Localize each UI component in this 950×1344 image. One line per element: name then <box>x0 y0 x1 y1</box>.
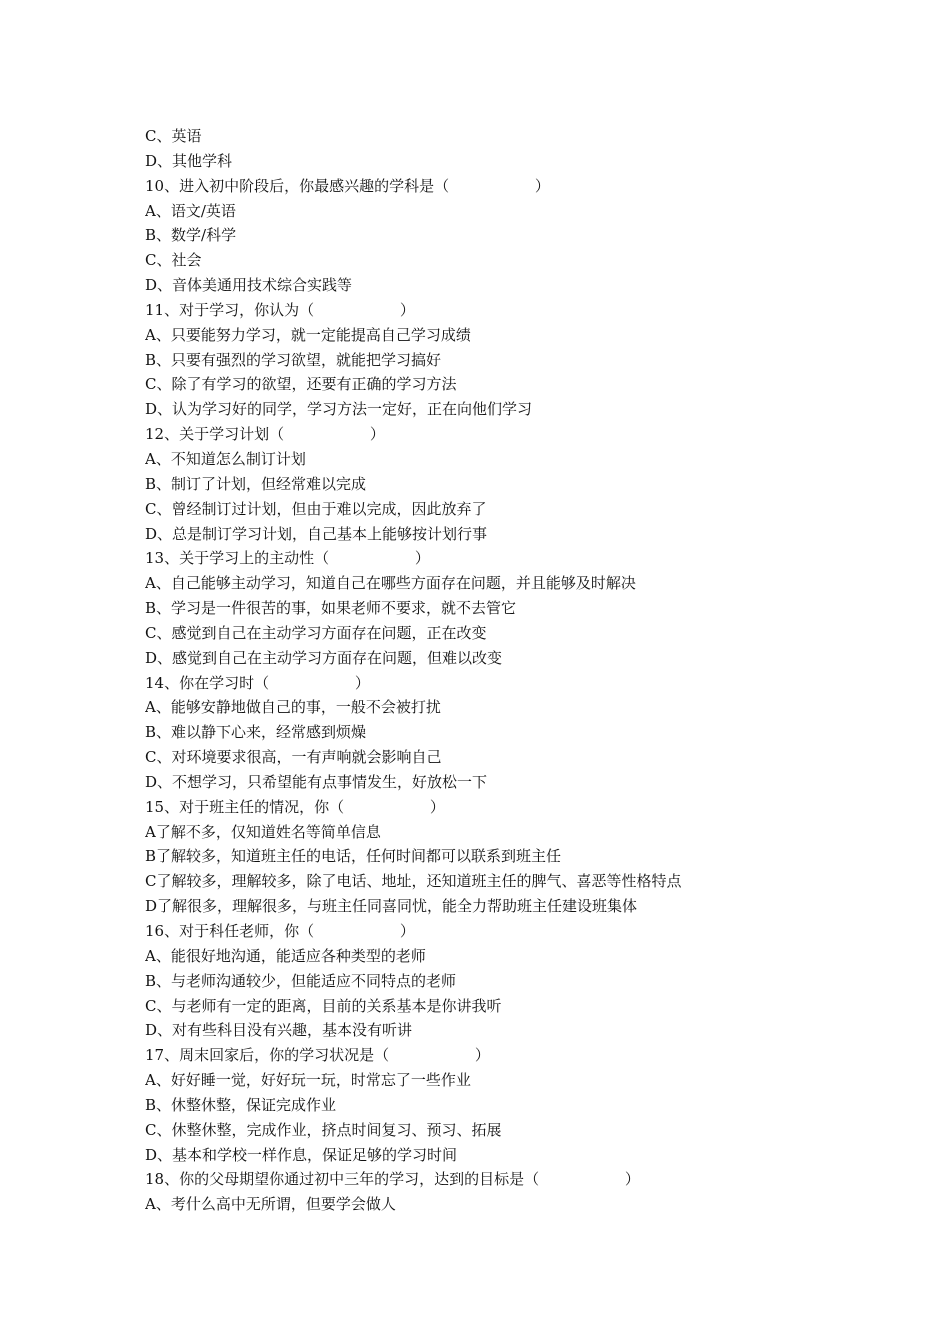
option-line: C、对环境要求很高，一有声响就会影响自己 <box>145 748 442 767</box>
option-line: C、感觉到自己在主动学习方面存在问题，正在改变 <box>145 623 487 642</box>
option-line: D、基本和学校一样作息，保证足够的学习时间 <box>145 1145 458 1164</box>
question-line: 17、周末回家后，你的学习状况是（ ） <box>145 1046 490 1065</box>
text-line: D、其他学科 <box>145 151 233 170</box>
option-line: A、不知道怎么制订计划 <box>145 449 306 468</box>
option-line: D、不想学习，只希望能有点事情发生，好放松一下 <box>145 772 488 791</box>
option-line: C了解较多，理解较多，除了电话、地址，还知道班主任的脾气、喜恶等性格特点 <box>145 872 682 891</box>
option-line: A、自己能够主动学习，知道自己在哪些方面存在问题，并且能够及时解决 <box>145 574 636 593</box>
option-line: C、除了有学习的欲望，还要有正确的学习方法 <box>145 375 457 394</box>
question-line: 18、你的父母期望你通过初中三年的学习，达到的目标是（ ） <box>145 1170 640 1189</box>
option-line: D、对有些科目没有兴趣，基本没有听讲 <box>145 1021 413 1040</box>
option-line: D、总是制订学习计划，自己基本上能够按计划行事 <box>145 524 488 543</box>
questionnaire-text <box>145 124 845 1217</box>
question-line: 15、对于班主任的情况，你（ ） <box>145 797 445 816</box>
option-line: B、学习是一件很苦的事，如果老师不要求，就不去管它 <box>145 599 517 618</box>
option-line: D、感觉到自己在主动学习方面存在问题，但难以改变 <box>145 648 503 667</box>
text-line: C、英语 <box>145 127 202 145</box>
question-line: 14、你在学习时（ ） <box>145 673 370 692</box>
option-line: A、语文/英语 <box>145 201 236 220</box>
option-line: A、只要能努力学习，就一定能提高自己学习成绩 <box>145 325 471 344</box>
option-line: C、休整休整，完成作业，挤点时间复习、预习、拓展 <box>145 1120 502 1139</box>
option-line: B、数学/科学 <box>145 226 237 245</box>
option-line: A、好好睡一觉，好好玩一玩，时常忘了一些作业 <box>145 1071 471 1090</box>
option-line: B、只要有强烈的学习欲望，就能把学习搞好 <box>145 350 442 369</box>
option-line: B了解较多，知道班主任的电话，任何时间都可以联系到班主任 <box>145 847 562 866</box>
option-line: B、制订了计划，但经常难以完成 <box>145 474 367 493</box>
option-line: B、难以静下心来，经常感到烦燥 <box>145 723 367 742</box>
question-line: 10、进入初中阶段后，你最感兴趣的学科是（ ） <box>145 176 550 195</box>
question-line: 11、对于学习，你认为（ ） <box>145 300 415 319</box>
option-line: C、社会 <box>145 251 202 270</box>
question-line: 16、对于科任老师，你（ ） <box>145 922 415 940</box>
option-line: D、音体美通用技术综合实践等 <box>145 276 353 295</box>
option-line: A、考什么高中无所谓，但要学会做人 <box>145 1195 396 1214</box>
question-line: 12、关于学习计划（ ） <box>145 425 385 444</box>
option-line: D了解很多，理解很多，与班主任同喜同忧，能全力帮助班主任建设班集体 <box>145 897 638 916</box>
option-line: B、休整休整，保证完成作业 <box>145 1095 337 1114</box>
option-line: C、曾经制订过计划，但由于难以完成，因此放弃了 <box>145 499 487 518</box>
option-line: A、能够安静地做自己的事，一般不会被打扰 <box>145 698 441 717</box>
option-line: A、能很好地沟通，能适应各种类型的老师 <box>145 946 426 965</box>
question-line: 13、关于学习上的主动性（ ） <box>145 549 430 568</box>
option-line: D、认为学习好的同学，学习方法一定好，正在向他们学习 <box>145 400 533 419</box>
option-line: B、与老师沟通较少，但能适应不同特点的老师 <box>145 971 457 990</box>
option-line: A了解不多，仅知道姓名等简单信息 <box>145 822 381 841</box>
option-line: C、与老师有一定的距离，目前的关系基本是你讲我听 <box>145 996 502 1015</box>
